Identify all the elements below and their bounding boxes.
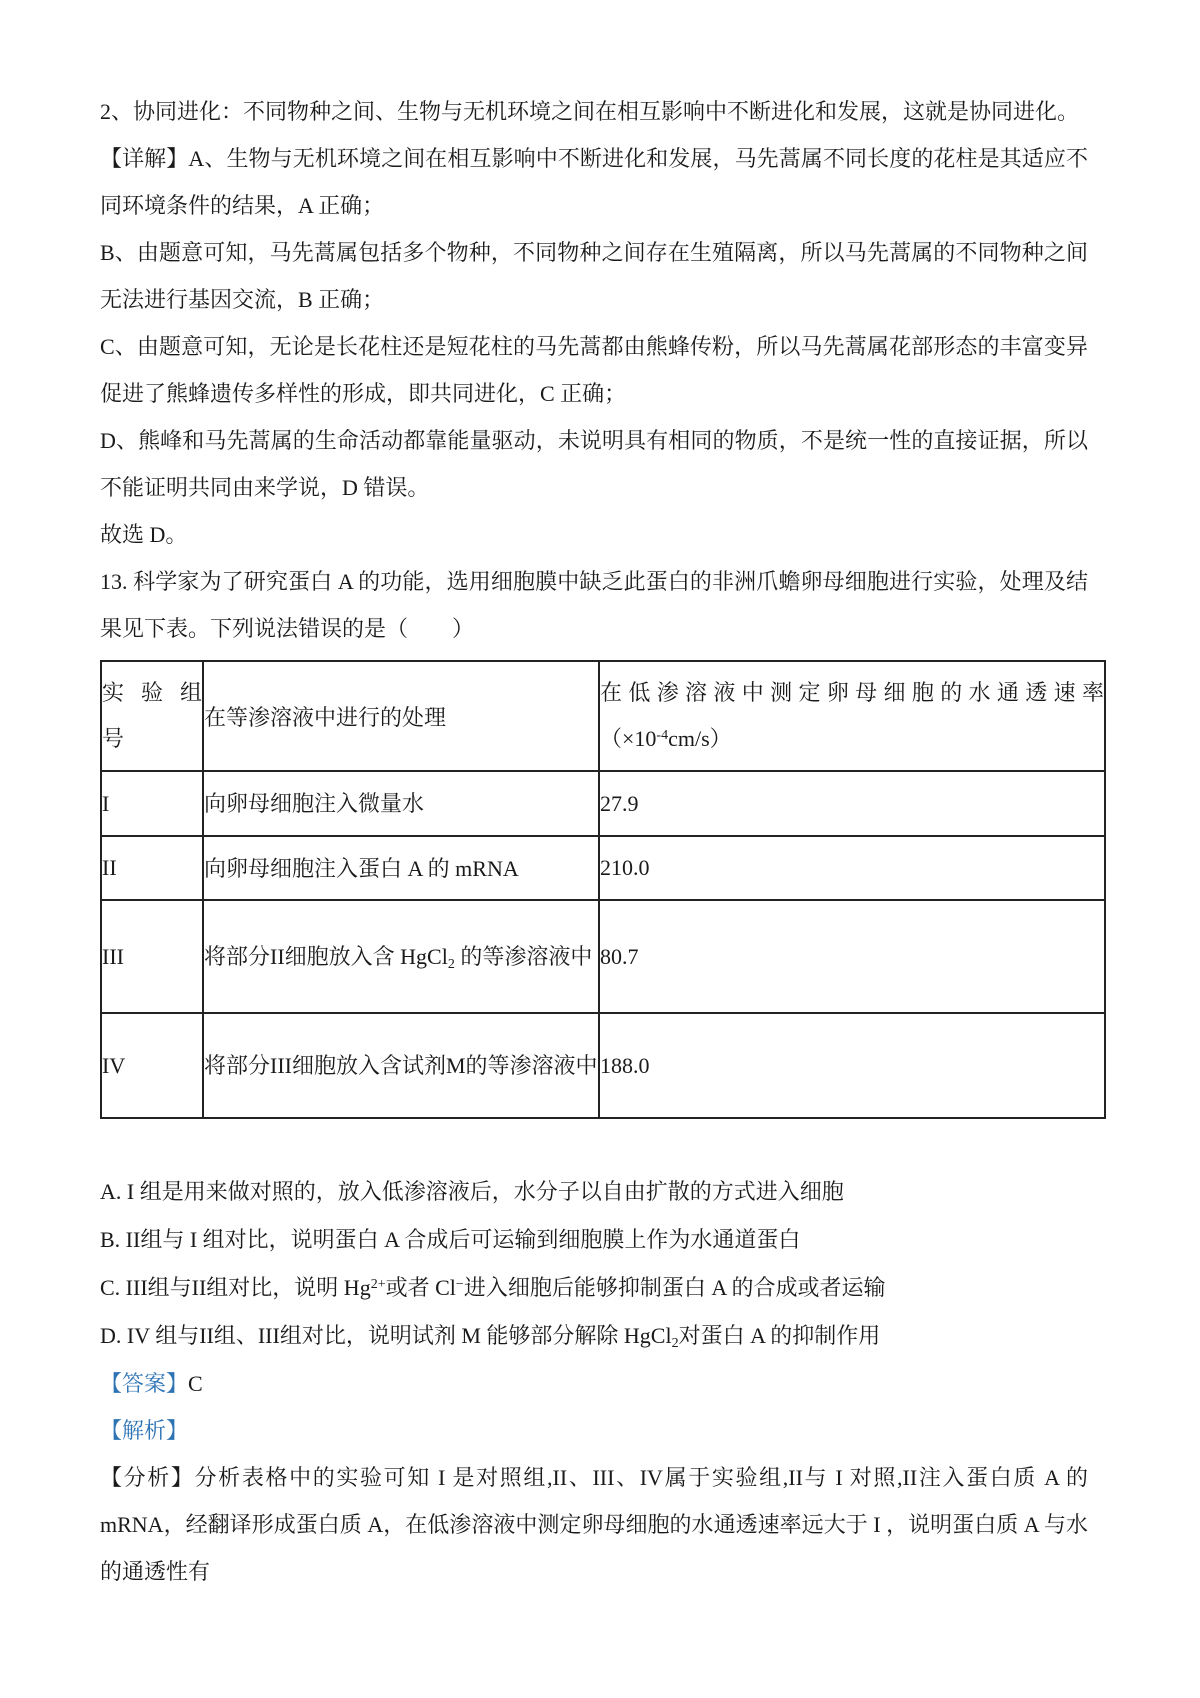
- header-cell-rate: [599, 661, 1105, 771]
- analysis-label: 【分析】: [100, 1465, 195, 1490]
- table-row: [101, 771, 1105, 836]
- table-header-row: [101, 661, 1105, 771]
- conclusion-line: 故选 D。: [100, 522, 188, 547]
- unit-post: cm/s）: [668, 726, 732, 751]
- hg-charge-superscript: 2+: [370, 1277, 386, 1292]
- analysis-text: 分析表格中的实验可知 I 是对照组,II、III、IV属于实验组,II与 I 对照,II注入蛋白质 A 的 mRNA，经翻译形成蛋白质 A，在低渗溶液中测定卵母细胞的水通透速率远大于 I ，说明蛋白质 A 与水的通透性有: [100, 1465, 1088, 1584]
- analysis-heading: 【解析】: [100, 1418, 189, 1443]
- question-stem: 13. 科学家为了研究蛋白 A 的功能，选用细胞膜中缺乏此蛋白的非洲爪蟾卵母细胞进行实验，处理及结果见下表。下列说法错误的是（ ）: [100, 569, 1088, 641]
- treatment-cell: 向卵母细胞注入微量水: [203, 771, 599, 836]
- answer-label: 【答案】: [100, 1371, 189, 1396]
- hgcl2-subscript: 2: [671, 1336, 679, 1351]
- treatment-cell: 向卵母细胞注入蛋白 A 的 mRNA: [203, 836, 599, 900]
- unit-exponent: -4: [656, 728, 669, 743]
- option-c-text: 进入细胞后能够抑制蛋白 A 的合成或者运输: [463, 1275, 886, 1300]
- group-id-cell: III: [101, 900, 203, 1013]
- answer-line: [100, 1360, 1088, 1407]
- experiment-table: [100, 660, 1106, 1119]
- group-id-cell: I: [101, 771, 203, 836]
- rate-cell: 188.0: [599, 1013, 1105, 1118]
- coevolution-note: 2、协同进化：不同物种之间、生物与无机环境之间在相互影响中不断进化和发展，这就是协同进化。: [100, 99, 1080, 124]
- unit-pre: （×10: [600, 726, 657, 751]
- treatment-cell: [203, 900, 599, 1013]
- rate-cell: 27.9: [599, 771, 1105, 836]
- cl-charge-superscript: −: [455, 1277, 464, 1292]
- header-rate-unit: [600, 716, 1104, 762]
- option-c: [100, 1264, 1088, 1312]
- table-row: [101, 900, 1105, 1013]
- table-row: [101, 1013, 1105, 1118]
- answer-value: C: [188, 1371, 203, 1396]
- analysis-paragraph: [100, 1454, 1088, 1595]
- header-cell-group-id: [101, 661, 203, 771]
- table-row: [101, 836, 1105, 900]
- header-cell-treatment: [203, 661, 599, 771]
- header-rate-line1: 在低渗溶液中测定卵母细胞的水通透速率: [600, 680, 1104, 705]
- option-c-text: C. III组与II组对比，说明 Hg: [100, 1275, 371, 1300]
- detail-paragraph-b: B、由题意可知，马先蒿属包括多个物种，不同物种之间存在生殖隔离，所以马先蒿属的不同物种之间无法进行基因交流，B 正确；: [100, 240, 1088, 312]
- detail-paragraph-c: C、由题意可知，无论是长花柱还是短花柱的马先蒿都由熊蜂传粉，所以马先蒿属花部形态的丰富变异促进了熊蜂遗传多样性的形成，即共同进化，C 正确；: [100, 334, 1088, 406]
- option-c-text: 或者 Cl: [385, 1275, 456, 1300]
- option-d-text: D. IV 组与II组、III组对比，说明试剂 M 能够部分解除 HgCl: [100, 1323, 672, 1348]
- option-b: B. II组与 I 组对比，说明蛋白 A 合成后可运输到细胞膜上作为水通道蛋白: [100, 1227, 801, 1252]
- treatment-cell: 将部分III细胞放入含试剂M的等渗溶液中: [203, 1013, 599, 1118]
- group-id-cell: II: [101, 836, 203, 900]
- answer-block: [100, 1360, 1088, 1595]
- treatment-text-post: 的等渗溶液中: [454, 944, 593, 969]
- rate-cell: 80.7: [599, 900, 1105, 1013]
- header-treatment-label: 在等渗溶液中进行的处理: [204, 704, 447, 730]
- rate-cell: 210.0: [599, 836, 1105, 900]
- question-13-section: [100, 558, 1104, 1595]
- treatment-subscript: 2: [447, 957, 455, 972]
- group-id-cell: IV: [101, 1013, 203, 1118]
- option-d-text: 对蛋白 A 的抑制作用: [678, 1323, 881, 1348]
- option-a: A. I 组是用来做对照的，放入低渗溶液后，水分子以自由扩散的方式进入细胞: [100, 1179, 844, 1204]
- explanation-section: [100, 88, 1088, 558]
- option-d: [100, 1312, 1088, 1360]
- options-list: [100, 1168, 1088, 1360]
- header-group-line1: 实验组: [102, 680, 202, 705]
- detail-paragraph-a: 【详解】A、生物与无机环境之间在相互影响中不断进化和发展，马先蒿属不同长度的花柱是其适应不同环境条件的结果，A 正确；: [100, 146, 1088, 218]
- detail-paragraph-d: D、熊峰和马先蒿属的生命活动都靠能量驱动，未说明具有相同的物质，不是统一性的直接证据，所以不能证明共同由来学说，D 错误。: [100, 428, 1088, 500]
- treatment-text-pre: 将部分II细胞放入含 HgCl: [204, 944, 448, 969]
- header-group-line2: 号: [102, 726, 125, 751]
